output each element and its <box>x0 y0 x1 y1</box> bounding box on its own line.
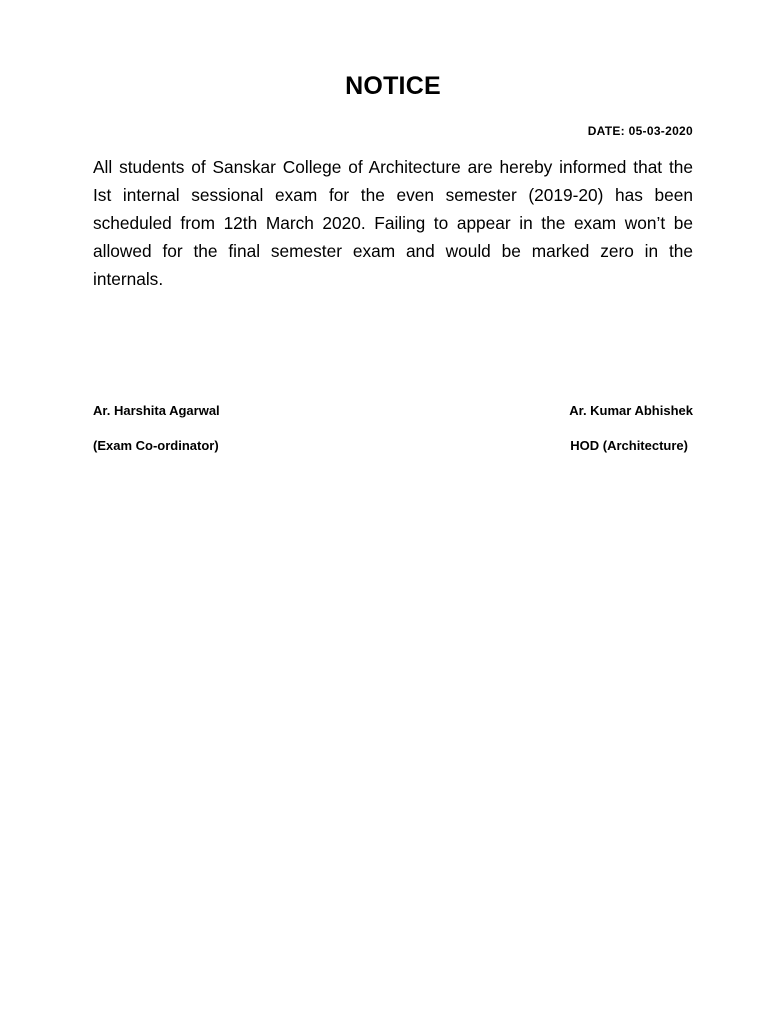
notice-body: All students of Sanskar College of Architecture are hereby informed that the Ist internal sessional exam for the even semester (2019-20) has been scheduled from 12th March 2020. Failing to appear in the exam won’t be allowed for the final semester exam and would be marked zero in the internals. <box>93 157 693 289</box>
signatory-right-name: Ar. Kumar Abhishek <box>569 403 693 418</box>
notice-title: NOTICE <box>345 72 441 100</box>
signatory-right-role: HOD (Architecture) <box>570 438 688 453</box>
signatory-left-name: Ar. Harshita Agarwal <box>93 403 220 418</box>
notice-date: DATE: 05-03-2020 <box>587 124 693 138</box>
signatory-left-role: (Exam Co-ordinator) <box>93 438 219 453</box>
